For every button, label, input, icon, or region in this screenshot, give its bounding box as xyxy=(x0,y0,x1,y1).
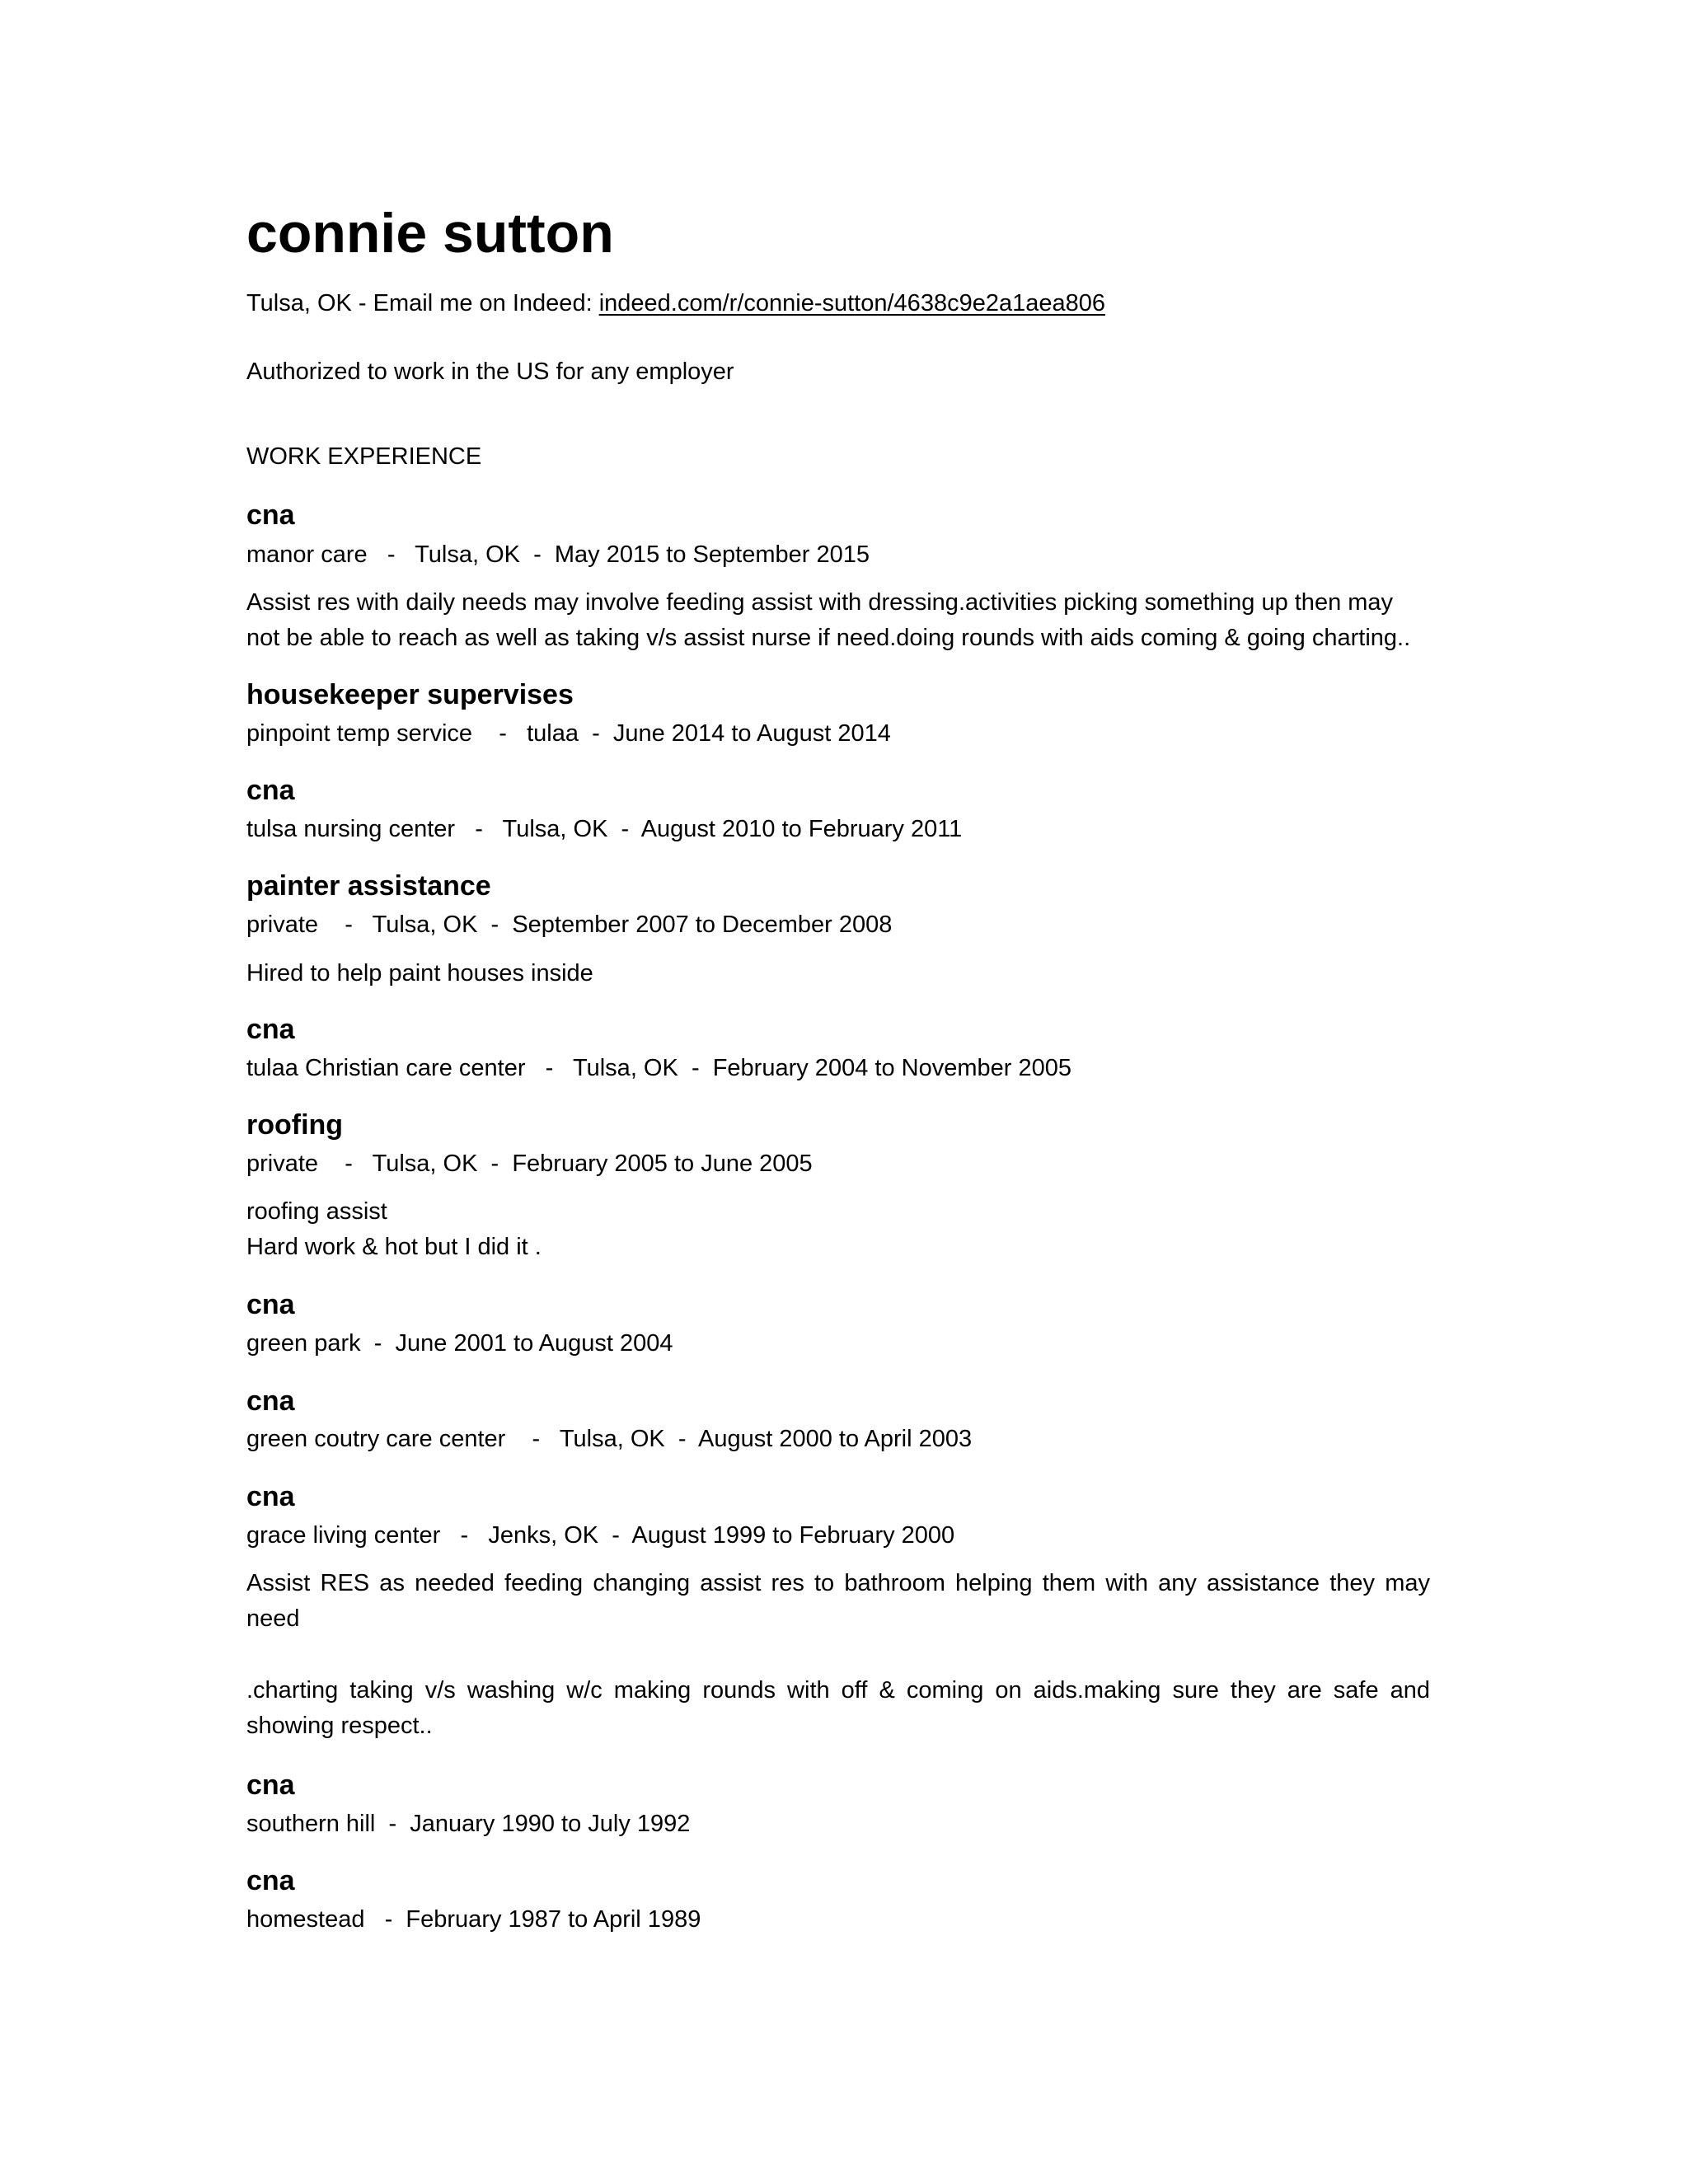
job-meta: private - Tulsa, OK - February 2005 to June 2005 xyxy=(246,1151,813,1177)
job-title: cna xyxy=(246,1769,295,1801)
job-title: cna xyxy=(246,1481,295,1512)
job-title: cna xyxy=(246,499,295,531)
job-meta: private - Tulsa, OK - September 2007 to December 2008 xyxy=(246,912,893,938)
job-title: roofing xyxy=(246,1109,344,1141)
job-meta: tulaa Christian care center - Tulsa, OK - February 2004 to November 2005 xyxy=(246,1055,1071,1081)
job-meta: manor care - Tulsa, OK - May 2015 to September 2015 xyxy=(246,541,870,568)
job-description: roofing assist xyxy=(246,1198,387,1225)
job-meta: homestead - February 1987 to April 1989 xyxy=(246,1906,701,1933)
job-description: Assist RES as needed feeding changing assist res to bathroom helping them with any assistance they may need xyxy=(246,1570,1430,1632)
contact-line xyxy=(246,288,1105,318)
job-description: Hired to help paint houses inside xyxy=(246,960,593,987)
job-meta: tulsa nursing center - Tulsa, OK - August 2010 to February 2011 xyxy=(246,816,963,842)
candidate-name: connie sutton xyxy=(246,202,614,265)
work-authorization: Authorized to work in the US for any employer xyxy=(246,359,734,385)
job-description: .charting taking v/s washing w/c making rounds with off & coming on aids.making sure they are safe and showing respect.. xyxy=(246,1677,1430,1739)
job-title: cna xyxy=(246,775,295,806)
job-title: cna xyxy=(246,1289,295,1320)
job-title: cna xyxy=(246,1014,295,1045)
job-title: cna xyxy=(246,1385,295,1417)
section-heading-work-experience: WORK EXPERIENCE xyxy=(246,443,482,470)
job-description: Assist res with daily needs may involve feeding assist with dressing.activities picking something up then may not be able to reach as well as taking v/s assist nurse if need.doing rounds with aids coming & going charting.. xyxy=(246,589,1411,651)
job-meta: green park - June 2001 to August 2004 xyxy=(246,1330,673,1357)
location: Tulsa, OK xyxy=(246,290,352,316)
separator: - xyxy=(351,290,373,316)
job-title: painter assistance xyxy=(246,870,491,902)
email-label: Email me on Indeed: xyxy=(373,290,593,316)
job-meta: green coutry care center - Tulsa, OK - August 2000 to April 2003 xyxy=(246,1426,973,1452)
indeed-profile-link[interactable]: indeed.com/r/connie-sutton/4638c9e2a1aea806 xyxy=(598,290,1105,316)
job-meta: southern hill - January 1990 to July 1992 xyxy=(246,1811,691,1837)
job-meta: grace living center - Jenks, OK - August 1999 to February 2000 xyxy=(246,1522,955,1549)
job-meta: pinpoint temp service - tulaa - June 2014 to August 2014 xyxy=(246,720,891,747)
job-description: Hard work & hot but I did it . xyxy=(246,1234,542,1260)
job-title: cna xyxy=(246,1865,295,1896)
job-title: housekeeper supervises xyxy=(246,679,574,710)
